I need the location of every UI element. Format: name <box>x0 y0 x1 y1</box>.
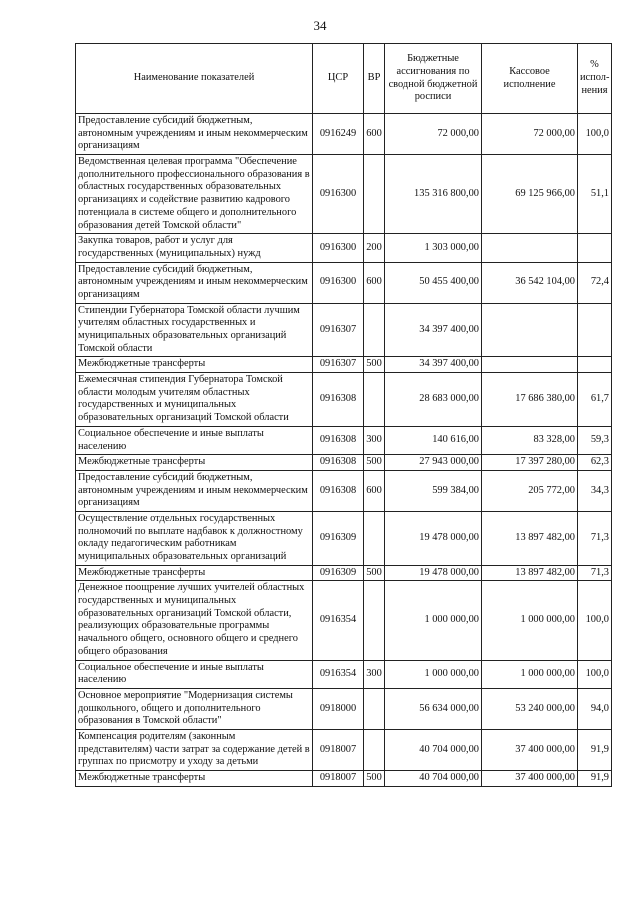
cell-plan: 1 000 000,00 <box>385 581 482 660</box>
cell-exec: 83 328,00 <box>482 426 578 454</box>
cell-name: Ежемесячная стипендия Губернатора Томской области молодым учителям областных государственных и муниципальных образовательных организаций Томской области <box>76 373 313 427</box>
cell-exec <box>482 303 578 357</box>
cell-name: Закупка товаров, работ и услуг для государственных (муниципальных) нужд <box>76 234 313 262</box>
cell-vr: 300 <box>364 660 385 688</box>
cell-pct <box>578 234 612 262</box>
cell-csr: 0916300 <box>313 155 364 234</box>
cell-plan: 1 000 000,00 <box>385 660 482 688</box>
cell-pct <box>578 303 612 357</box>
cell-csr: 0916308 <box>313 373 364 427</box>
cell-pct: 34,3 <box>578 470 612 511</box>
cell-vr: 500 <box>364 565 385 581</box>
cell-vr <box>364 511 385 565</box>
cell-plan: 140 616,00 <box>385 426 482 454</box>
cell-pct: 91,9 <box>578 729 612 770</box>
cell-plan: 40 704 000,00 <box>385 771 482 787</box>
cell-exec: 1 000 000,00 <box>482 660 578 688</box>
cell-plan: 19 478 000,00 <box>385 511 482 565</box>
cell-plan: 19 478 000,00 <box>385 565 482 581</box>
cell-exec: 13 897 482,00 <box>482 511 578 565</box>
cell-csr: 0918000 <box>313 688 364 729</box>
table-row <box>76 155 612 234</box>
header-name: Наименование показателей <box>76 44 313 114</box>
cell-exec: 36 542 104,00 <box>482 262 578 303</box>
table-row <box>76 771 612 787</box>
cell-name: Осуществление отдельных государственных полномочий по выплате надбавок к должностному окладу педагогическим работникам муниципальных образовательных организаций <box>76 511 313 565</box>
cell-pct: 94,0 <box>578 688 612 729</box>
cell-vr <box>364 581 385 660</box>
cell-vr: 600 <box>364 262 385 303</box>
cell-vr: 500 <box>364 771 385 787</box>
cell-name: Предоставление субсидий бюджетным, автономным учреждениям и иным некоммерческим организациям <box>76 262 313 303</box>
cell-name: Предоставление субсидий бюджетным, автономным учреждениям и иным некоммерческим организациям <box>76 114 313 155</box>
table-row <box>76 688 612 729</box>
table-row <box>76 660 612 688</box>
table-row <box>76 511 612 565</box>
table-row <box>76 565 612 581</box>
cell-name: Социальное обеспечение и иные выплаты населению <box>76 426 313 454</box>
cell-csr: 0916308 <box>313 470 364 511</box>
cell-exec: 72 000,00 <box>482 114 578 155</box>
cell-csr: 0918007 <box>313 729 364 770</box>
cell-csr: 0916308 <box>313 455 364 471</box>
table-row <box>76 373 612 427</box>
header-plan: Бюджетные ассигнования по сводной бюджетной росписи <box>385 44 482 114</box>
table-row <box>76 426 612 454</box>
cell-exec <box>482 357 578 373</box>
cell-plan: 72 000,00 <box>385 114 482 155</box>
table-body <box>76 114 612 787</box>
cell-vr: 500 <box>364 455 385 471</box>
cell-plan: 28 683 000,00 <box>385 373 482 427</box>
cell-csr: 0916300 <box>313 234 364 262</box>
cell-pct: 59,3 <box>578 426 612 454</box>
cell-csr: 0916354 <box>313 660 364 688</box>
cell-name: Межбюджетные трансферты <box>76 455 313 471</box>
cell-vr: 600 <box>364 470 385 511</box>
cell-name: Компенсация родителям (законным представителям) части затрат за содержание детей в группах по присмотру и уходу за детьми <box>76 729 313 770</box>
cell-vr <box>364 729 385 770</box>
cell-plan: 56 634 000,00 <box>385 688 482 729</box>
cell-pct: 71,3 <box>578 511 612 565</box>
cell-name: Предоставление субсидий бюджетным, автономным учреждениям и иным некоммерческим организациям <box>76 470 313 511</box>
cell-vr <box>364 688 385 729</box>
cell-name: Межбюджетные трансферты <box>76 771 313 787</box>
header-csr: ЦСР <box>313 44 364 114</box>
cell-csr: 0916307 <box>313 303 364 357</box>
cell-exec: 1 000 000,00 <box>482 581 578 660</box>
cell-exec: 17 397 280,00 <box>482 455 578 471</box>
cell-csr: 0916300 <box>313 262 364 303</box>
table-row <box>76 455 612 471</box>
cell-pct <box>578 357 612 373</box>
cell-pct: 100,0 <box>578 660 612 688</box>
table-row <box>76 581 612 660</box>
cell-plan: 135 316 800,00 <box>385 155 482 234</box>
cell-name: Межбюджетные трансферты <box>76 357 313 373</box>
cell-name: Социальное обеспечение и иные выплаты населению <box>76 660 313 688</box>
cell-exec: 205 772,00 <box>482 470 578 511</box>
table-row <box>76 470 612 511</box>
table-row <box>76 262 612 303</box>
cell-csr: 0916249 <box>313 114 364 155</box>
cell-exec: 17 686 380,00 <box>482 373 578 427</box>
cell-vr: 300 <box>364 426 385 454</box>
cell-exec: 69 125 966,00 <box>482 155 578 234</box>
cell-name: Межбюджетные трансферты <box>76 565 313 581</box>
cell-plan: 34 397 400,00 <box>385 357 482 373</box>
cell-pct: 71,3 <box>578 565 612 581</box>
cell-plan: 50 455 400,00 <box>385 262 482 303</box>
cell-pct: 91,9 <box>578 771 612 787</box>
cell-pct: 100,0 <box>578 114 612 155</box>
table-row <box>76 357 612 373</box>
cell-exec: 37 400 000,00 <box>482 729 578 770</box>
cell-pct: 61,7 <box>578 373 612 427</box>
table-row <box>76 729 612 770</box>
cell-exec: 13 897 482,00 <box>482 565 578 581</box>
header-exec: Кассовое исполнение <box>482 44 578 114</box>
cell-csr: 0916307 <box>313 357 364 373</box>
table-header-row <box>76 44 612 114</box>
cell-vr <box>364 303 385 357</box>
budget-table <box>75 43 612 787</box>
cell-csr: 0918007 <box>313 771 364 787</box>
cell-plan: 34 397 400,00 <box>385 303 482 357</box>
cell-plan: 27 943 000,00 <box>385 455 482 471</box>
cell-pct: 51,1 <box>578 155 612 234</box>
cell-name: Денежное поощрение лучших учителей областных государственных и муниципальных образовательных организаций Томской области, реализующих образовательные программы начального общего, основного общего и среднего общего образования <box>76 581 313 660</box>
cell-exec: 53 240 000,00 <box>482 688 578 729</box>
cell-vr: 600 <box>364 114 385 155</box>
cell-plan: 1 303 000,00 <box>385 234 482 262</box>
header-pct: % испол-нения <box>578 44 612 114</box>
header-vr: ВР <box>364 44 385 114</box>
cell-exec: 37 400 000,00 <box>482 771 578 787</box>
cell-csr: 0916309 <box>313 565 364 581</box>
cell-vr: 200 <box>364 234 385 262</box>
cell-pct: 100,0 <box>578 581 612 660</box>
cell-plan: 599 384,00 <box>385 470 482 511</box>
cell-name: Ведомственная целевая программа "Обеспечение дополнительного профессионального образования в областных государственных образовательных организациях и содействие развитию кадрового потенциала в системе общего и дополнительного образования детей Томской области" <box>76 155 313 234</box>
cell-csr: 0916354 <box>313 581 364 660</box>
cell-pct: 72,4 <box>578 262 612 303</box>
cell-vr: 500 <box>364 357 385 373</box>
cell-vr <box>364 155 385 234</box>
cell-exec <box>482 234 578 262</box>
table-row <box>76 234 612 262</box>
cell-pct: 62,3 <box>578 455 612 471</box>
table-row <box>76 303 612 357</box>
table-row <box>76 114 612 155</box>
cell-csr: 0916309 <box>313 511 364 565</box>
cell-name: Стипендии Губернатора Томской области лучшим учителям областных государственных и муниципальных образовательных организаций Томской области <box>76 303 313 357</box>
page-number: 34 <box>313 18 327 33</box>
cell-csr: 0916308 <box>313 426 364 454</box>
cell-vr <box>364 373 385 427</box>
cell-plan: 40 704 000,00 <box>385 729 482 770</box>
cell-name: Основное мероприятие "Модернизация системы дошкольного, общего и дополнительного образования в Томской области" <box>76 688 313 729</box>
